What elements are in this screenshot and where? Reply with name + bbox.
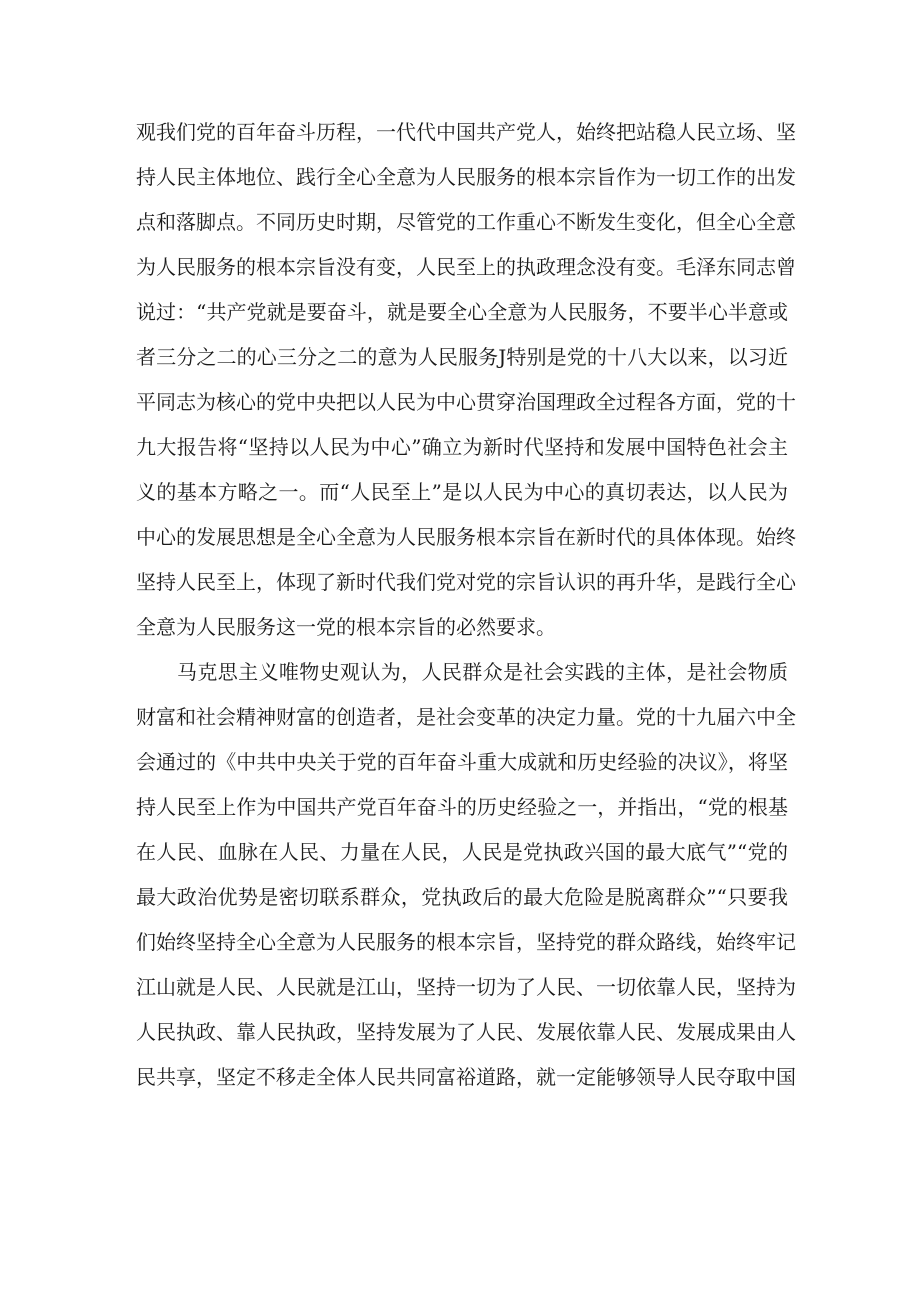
text-line: 义的基本方略之一。而“人民至上”是以人民为中心的真切表达，以人民为: [136, 480, 788, 504]
text-line: 九大报告将“坚持以人民为中心”确立为新时代坚持和发展中国特色社会主: [136, 435, 788, 459]
text-line: 财富和社会精神财富的创造者，是社会变革的决定力量。党的十九届六中全: [136, 705, 796, 729]
text-line: 说过：“共产党就是要奋斗，就是要全心全意为人民服务，不要半心半意或: [136, 300, 788, 324]
text-line: 马克思主义唯物史观认为，人民群众是社会实践的主体，是社会物质: [177, 660, 788, 684]
text-line: 者三分之二的心三分之二的意为人民服务J特别是党的十八大以来，以习近: [136, 345, 788, 369]
text-line: 在人民、血脉在人民、力量在人民，人民是党执政兴国的最大底气”“党的: [136, 840, 788, 864]
text-line: 为人民服务的根本宗旨没有变，人民至上的执政理念没有变。毛泽东同志曾: [136, 255, 796, 279]
text-line: 持人民至上作为中国共产党百年奋斗的历史经验之一，并指出，“党的根基: [136, 795, 788, 819]
text-line: 持人民主体地位、践行全心全意为人民服务的根本宗旨作为一切工作的出发: [136, 165, 796, 189]
text-line: 全意为人民服务这一党的根本宗旨的必然要求。: [136, 615, 556, 639]
text-line: 点和落脚点。不同历史时期，尽管党的工作重心不断发生变化，但全心全意: [136, 210, 796, 234]
text-line: 江山就是人民、人民就是江山，坚持一切为了人民、一切依靠人民，坚持为: [136, 975, 796, 999]
text-line: 观我们党的百年奋斗历程，一代代中国共产党人，始终把站稳人民立场、坚: [136, 120, 796, 144]
text-line: 平同志为核心的党中央把以人民为中心贯穿治国理政全过程各方面，党的十: [136, 390, 796, 414]
text-line: 会通过的《中共中央关于党的百年奋斗重大成就和历史经验的决议》，将坚: [136, 750, 788, 774]
text-line: 最大政治优势是密切联系群众，党执政后的最大危险是脱离群众”“只要我: [136, 885, 788, 909]
text-line: 坚持人民至上，体现了新时代我们党对党的宗旨认识的再升华，是践行全心: [136, 570, 796, 594]
text-line: 们始终坚持全心全意为人民服务的根本宗旨，坚持党的群众路线，始终牢记: [136, 930, 796, 954]
text-line: 民共享，坚定不移走全体人民共同富裕道路，就一定能够领导人民夺取中国: [136, 1065, 796, 1089]
text-line: 人民执政、靠人民执政，坚持发展为了人民、发展依靠人民、发展成果由人: [136, 1020, 796, 1044]
text-line: 中心的发展思想是全心全意为人民服务根本宗旨在新时代的具体体现。始终: [136, 525, 796, 549]
